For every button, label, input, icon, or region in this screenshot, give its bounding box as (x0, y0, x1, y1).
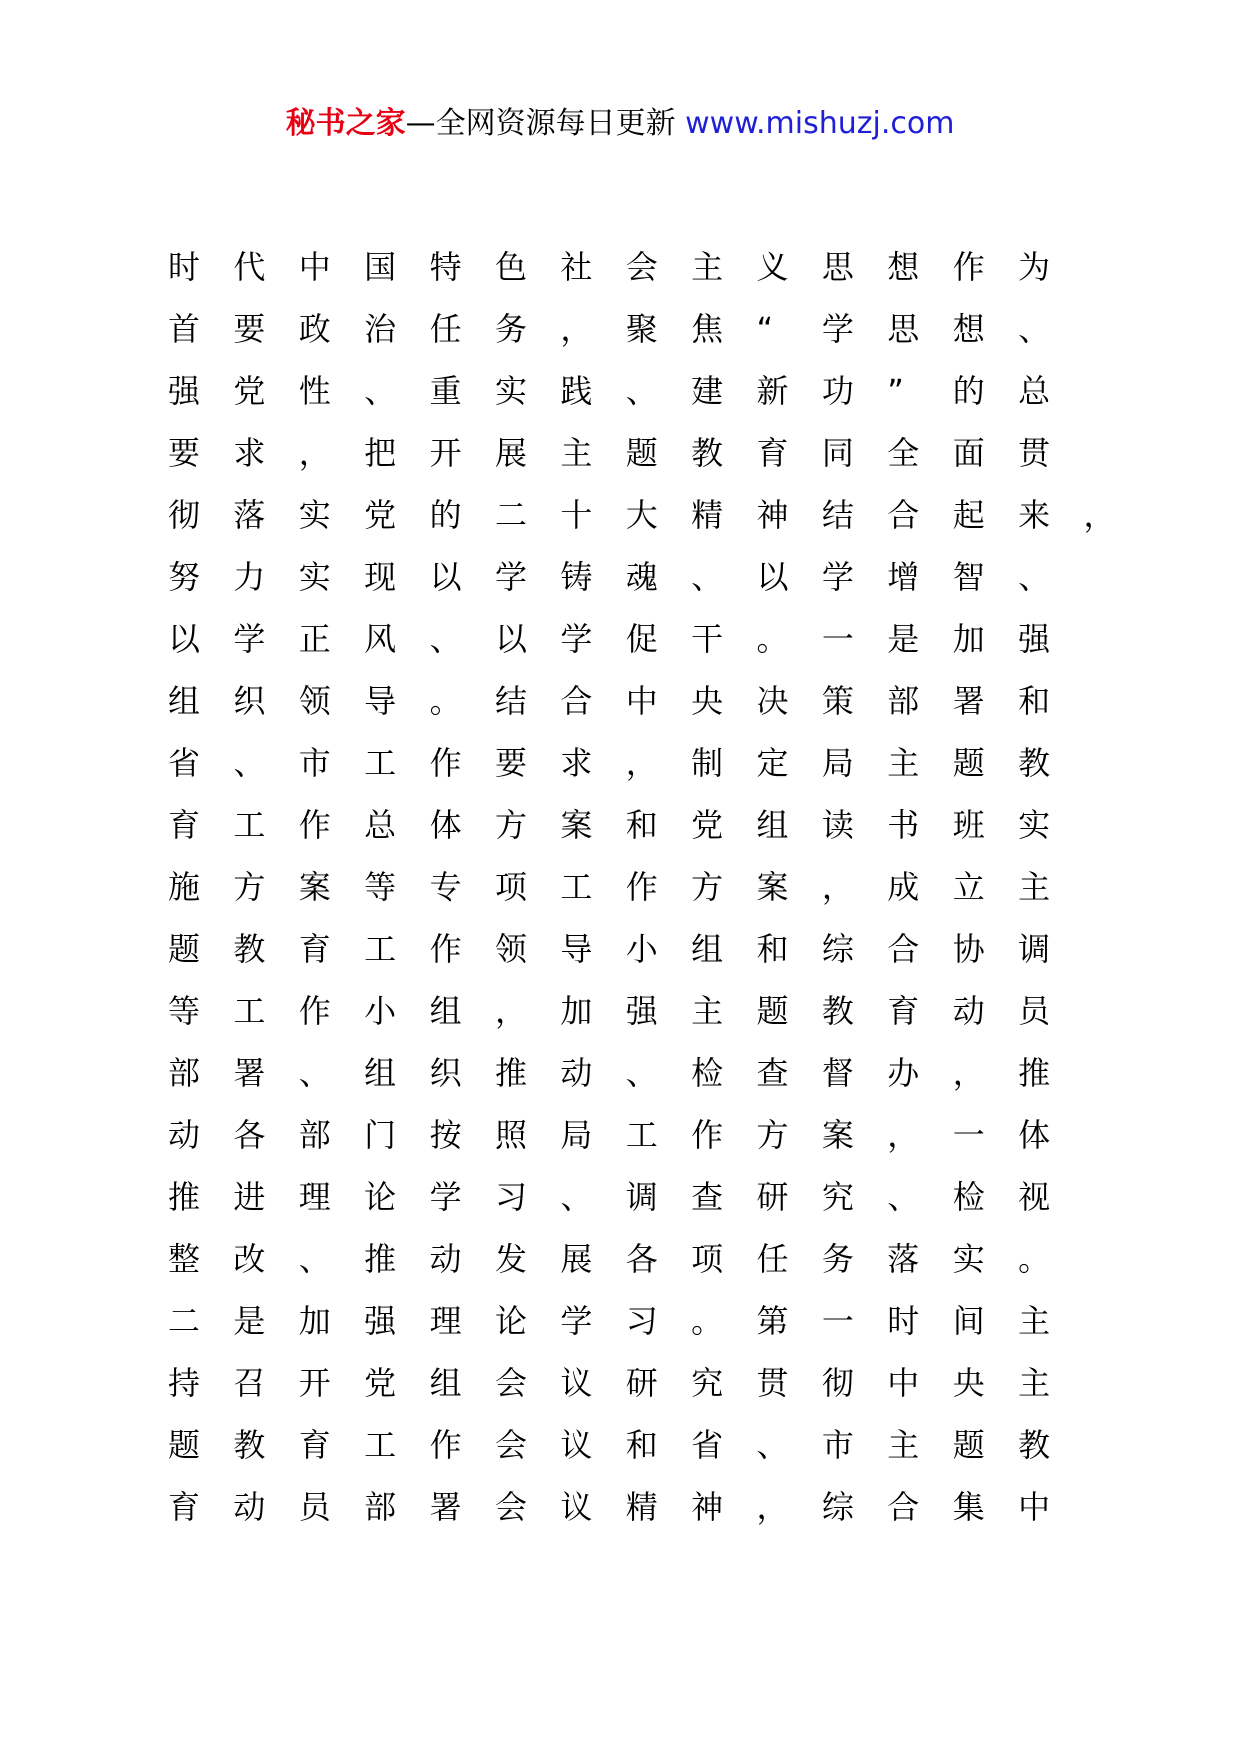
paragraph-line: 二 是 加 强 理 论 学 习 。 第 一 时 间 主 (168, 1302, 1051, 1340)
site-header (0, 100, 1240, 148)
paragraph-line: 整 改 、 推 动 发 展 各 项 任 务 落 实 。 (168, 1240, 1051, 1278)
site-tagline: —全网资源每日更新 (405, 106, 676, 141)
paragraph-line: 育 动 员 部 署 会 议 精 神 ， 综 合 集 中 (168, 1488, 1051, 1526)
paragraph-line: 省 、 市 工 作 要 求 ， 制 定 局 主 题 教 (168, 744, 1051, 782)
paragraph-line: 时 代 中 国 特 色 社 会 主 义 思 想 作 为 (168, 248, 1051, 286)
paragraph-line: 组 织 领 导 。 结 合 中 央 决 策 部 署 和 (168, 682, 1051, 720)
paragraph-line: 努 力 实 现 以 学 铸 魂 、 以 学 增 智 、 (168, 558, 1051, 596)
paragraph-line: 育 工 作 总 体 方 案 和 党 组 读 书 班 实 (168, 806, 1051, 844)
paragraph-line: 以 学 正 风 、 以 学 促 干 。 一 是 加 强 (168, 620, 1051, 658)
paragraph-line: 要 求 ， 把 开 展 主 题 教 育 同 全 面 贯 (168, 434, 1051, 472)
paragraph-line: 彻 落 实 党 的 二 十 大 精 神 结 合 起 来 ， (168, 496, 1116, 534)
paragraph-line: 部 署 、 组 织 推 动 、 检 查 督 办 ， 推 (168, 1054, 1051, 1092)
document-body (168, 236, 1149, 1538)
site-url-link[interactable]: www.mishuzj.com (685, 106, 955, 141)
paragraph-line: 动 各 部 门 按 照 局 工 作 方 案 ， 一 体 (168, 1116, 1051, 1154)
paragraph-line: 题 教 育 工 作 领 导 小 组 和 综 合 协 调 (168, 930, 1051, 968)
paragraph-line: 强 党 性 、 重 实 践 、 建 新 功 ” 的 总 (168, 372, 1051, 410)
site-brand: 秘书之家 (285, 106, 406, 141)
paragraph-line: 施 方 案 等 专 项 工 作 方 案 ， 成 立 主 (168, 868, 1051, 906)
paragraph-line: 等 工 作 小 组 ， 加 强 主 题 教 育 动 员 (168, 992, 1051, 1030)
paragraph-line: 推 进 理 论 学 习 、 调 查 研 究 、 检 视 (168, 1178, 1051, 1216)
paragraph-line: 题 教 育 工 作 会 议 和 省 、 市 主 题 教 (168, 1426, 1051, 1464)
paragraph-line: 持 召 开 党 组 会 议 研 究 贯 彻 中 央 主 (168, 1364, 1051, 1402)
paragraph-line: 首 要 政 治 任 务 ， 聚 焦 “ 学 思 想 、 (168, 310, 1051, 348)
